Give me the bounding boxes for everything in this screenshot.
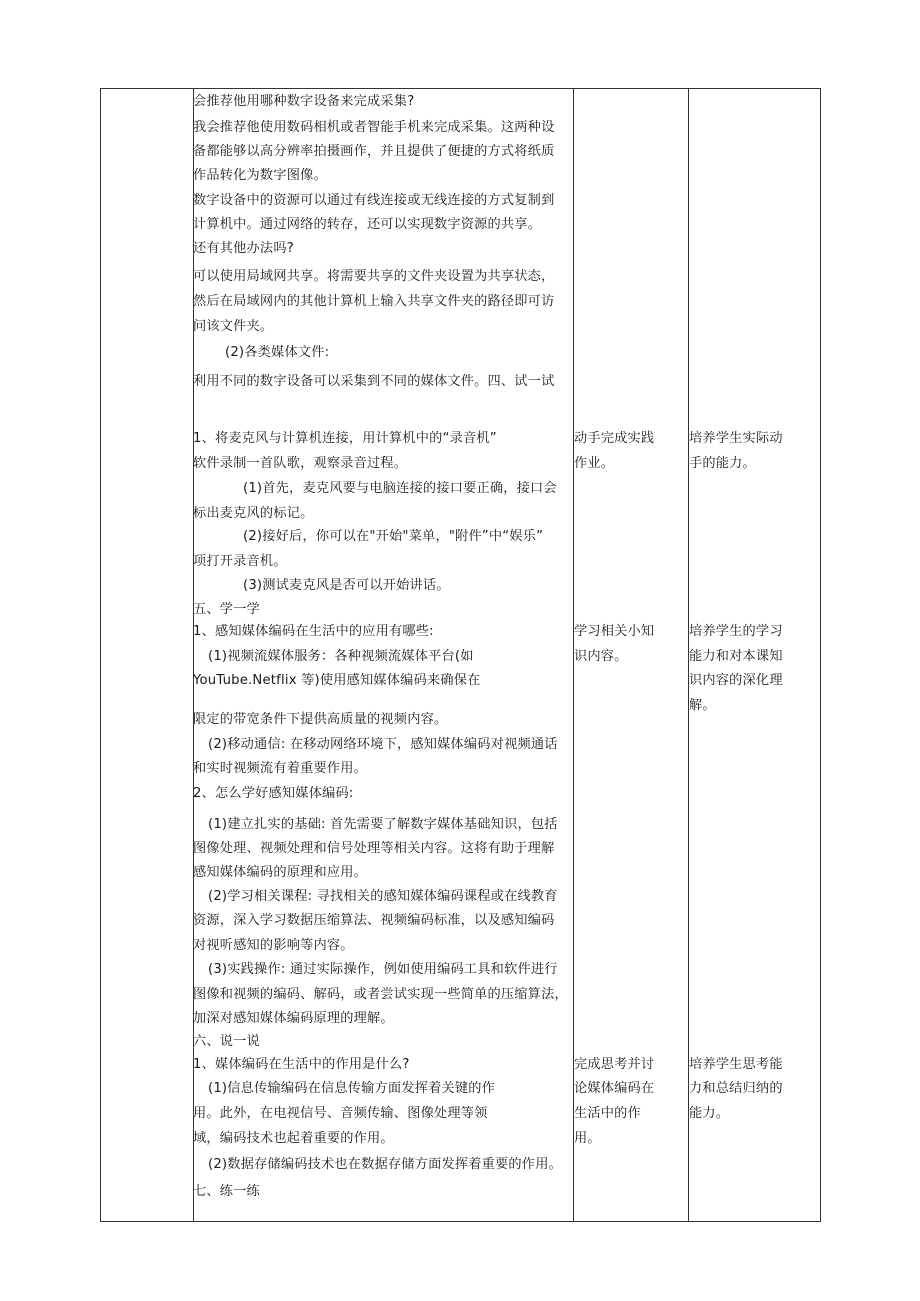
content-line: (1)首先，麦克风要与电脑连接的接口要正确，接口会 bbox=[243, 481, 557, 496]
content-line: (2)接好后，你可以在"开始"菜单，"附件”中“娱乐” bbox=[243, 529, 544, 544]
content-line: YouTube.Netflix 等)使用感知媒体编码来确保在 bbox=[193, 673, 481, 688]
activity-line: 论媒体编码在 bbox=[574, 1081, 655, 1096]
content-line: (2)各类媒体文件: bbox=[225, 345, 330, 360]
activity-line: 作业。 bbox=[574, 456, 615, 471]
intent-line: 解。 bbox=[689, 698, 716, 713]
content-line: 域，编码技术也起着重要的作用。 bbox=[193, 1131, 394, 1146]
content-line: 我会推荐他使用数码相机或者智能手机来完成采集。这两种设 bbox=[193, 120, 555, 135]
content-line: 六、说一说 bbox=[193, 1034, 260, 1049]
content-line: 备都能够以高分辨率拍摄画作，并且提供了便捷的方式将纸质 bbox=[193, 144, 555, 159]
content-line: (2)移动通信: 在移动网络环境下，感知媒体编码对视频通话 bbox=[208, 737, 558, 752]
intent-line: 培养学生思考能 bbox=[689, 1057, 783, 1072]
content-line: (2)学习相关课程: 寻找相关的感知媒体编码课程或在线教育 bbox=[208, 889, 558, 904]
content-line: 还有其他办法吗? bbox=[193, 241, 294, 256]
content-line: 图像和视频的编码、解码，或者尝试实现一些简单的压缩算法， bbox=[193, 987, 568, 1002]
content-line: 项打开录音机。 bbox=[193, 554, 287, 569]
activity-line: 识内容。 bbox=[574, 649, 628, 664]
activity-line: 用。 bbox=[574, 1131, 601, 1146]
content-line: (1)建立扎实的基础: 首先需要了解数字媒体基础知识，包括 bbox=[208, 817, 558, 832]
content-line: 计算机中。通过网络的转存，还可以实现数字资源的共享。 bbox=[193, 217, 542, 232]
activity-line: 学习相关小知 bbox=[574, 624, 655, 639]
intent-line: 力和总结归纳的 bbox=[689, 1081, 783, 1096]
activity-line: 动手完成实践 bbox=[574, 431, 655, 446]
intent-line: 能力和对本课知 bbox=[689, 649, 783, 664]
content-line: 2、怎么学好感知媒体编码: bbox=[193, 786, 354, 801]
content-line: 然后在局域网内的其他计算机上输入共享文件夹的路径即可访 bbox=[193, 294, 555, 309]
intent-line: 手的能力。 bbox=[689, 456, 756, 471]
column-divider bbox=[193, 89, 194, 1221]
activity-line: 完成思考并讨 bbox=[574, 1057, 655, 1072]
intent-line: 培养学生实际动 bbox=[689, 431, 783, 446]
content-line: 软件录制一首队歌，观察录音过程。 bbox=[193, 456, 408, 471]
content-line: (1)信息传输编码在信息传输方面发挥着关键的作 bbox=[208, 1081, 496, 1096]
content-line: 和实时视频流有着重要作用。 bbox=[193, 761, 368, 776]
intent-line: 识内容的深化理 bbox=[689, 673, 783, 688]
content-line: 限定的带宽条件下提供高质量的视频内容。 bbox=[193, 712, 448, 727]
content-line: (3)实践操作: 通过实际操作，例如使用编码工具和软件进行 bbox=[208, 962, 558, 977]
content-line: 加深对感知媒体编码原理的理解。 bbox=[193, 1011, 394, 1026]
content-line: 1、媒体编码在生活中的作用是什么? bbox=[193, 1057, 410, 1072]
intent-line: 培养学生的学习 bbox=[689, 624, 783, 639]
content-line: 利用不同的数字设备可以采集到不同的媒体文件。四、试一试 bbox=[193, 374, 555, 389]
content-line: 标出麦克风的标记。 bbox=[193, 506, 314, 521]
content-line: 五、学一学 bbox=[193, 602, 260, 617]
content-line: 1、将麦克风与计算机连接，用计算机中的“录音机” bbox=[193, 431, 497, 446]
content-line: 感知媒体编码的原理和应用。 bbox=[193, 865, 368, 880]
content-line: 用。此外，在电视信号、音频传输、图像处理等领 bbox=[193, 1106, 488, 1121]
content-line: 问该文件夹。 bbox=[193, 319, 274, 334]
content-line: 会推荐他用哪种数字设备来完成采集? bbox=[193, 94, 415, 109]
content-line: (2)数据存储编码技术也在数据存储方面发挥着重要的作用。 bbox=[208, 1157, 562, 1172]
content-line: 图像处理、视频处理和信号处理等相关内容。这将有助于理解 bbox=[193, 841, 555, 856]
intent-line: 能力。 bbox=[689, 1106, 730, 1121]
content-line: (1)视频流媒体服务：各种视频流媒体平台(如 bbox=[208, 649, 474, 664]
activity-line: 生活中的作 bbox=[574, 1106, 641, 1121]
content-line: 作品转化为数字图像。 bbox=[193, 168, 327, 183]
content-line: (3)测试麦克风是否可以开始讲话。 bbox=[243, 578, 450, 593]
content-line: 七、练一练 bbox=[193, 1184, 260, 1199]
content-line: 1、感知媒体编码在生活中的应用有哪些: bbox=[193, 624, 434, 639]
content-line: 数字设备中的资源可以通过有线连接或无线连接的方式复制到 bbox=[193, 193, 555, 208]
content-line: 可以使用局域网共享。将需要共享的文件夹设置为共享状态， bbox=[193, 269, 555, 284]
content-line: 资源，深入学习数据压缩算法、视频编码标准，以及感知编码 bbox=[193, 913, 555, 928]
content-line: 对视听感知的影响等内容。 bbox=[193, 938, 354, 953]
